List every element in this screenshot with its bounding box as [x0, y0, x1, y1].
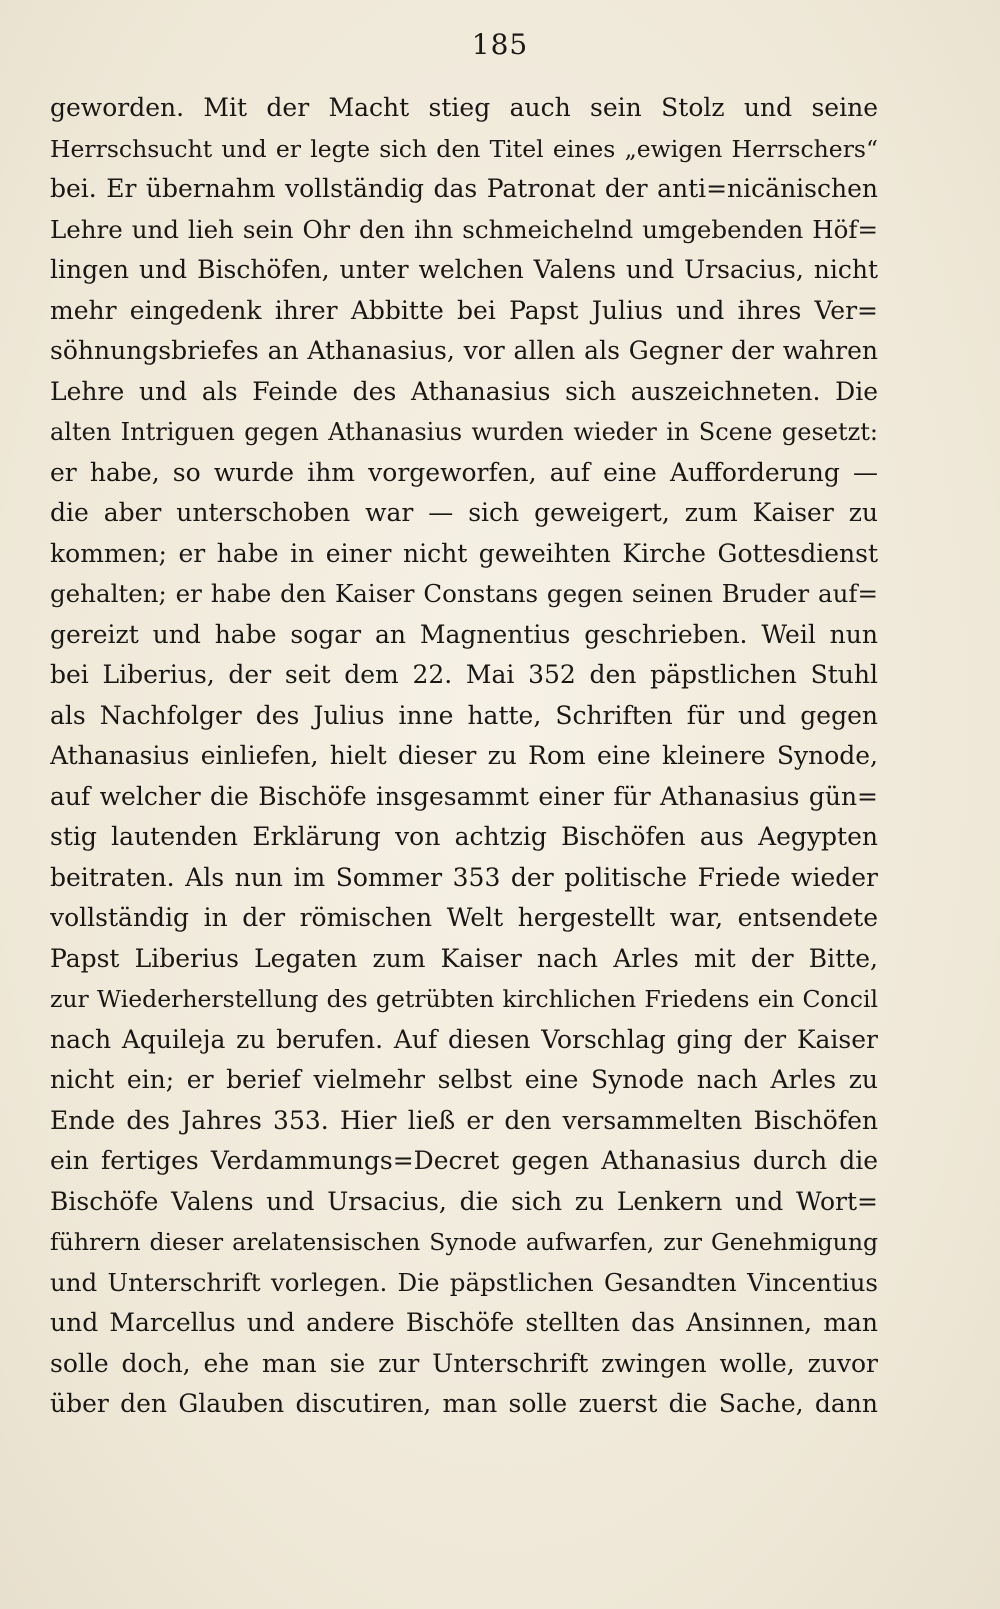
text-line: stig lautenden Erklärung von achtzig Bischöfen aus Aegypten [50, 822, 878, 851]
text-line: über den Glauben discutiren, man solle zuerst die Sache, dann [50, 1389, 878, 1418]
text-line: solle doch, ehe man sie zur Unterschrift zwingen wolle, zuvor [50, 1348, 878, 1378]
text-line: Lehre und lieh sein Ohr den ihn schmeichelnd umgebenden Höf= [50, 214, 878, 244]
text-line: und Marcellus und andere Bischöfe stellten das Ansinnen, man [50, 1308, 878, 1337]
text-line: er habe, so wurde ihm vorgeworfen, auf eine Aufforderung — [50, 457, 878, 487]
text-line: die aber unterschoben war — sich geweigert, zum Kaiser zu [50, 498, 878, 527]
text-line: zur Wiederherstellung des getrübten kirchlichen Friedens ein Concil [50, 985, 878, 1013]
text-line: geworden. Mit der Macht stieg auch sein Stolz und seine [50, 93, 878, 122]
text-line: gereizt und habe sogar an Magnentius geschrieben. Weil nun [50, 619, 878, 649]
text-line: und Unterschrift vorlegen. Die päpstlichen Gesandten Vincentius [50, 1267, 878, 1297]
text-line: mehr eingedenk ihrer Abbitte bei Papst Julius und ihres Ver= [50, 295, 878, 325]
text-line: gehalten; er habe den Kaiser Constans gegen seinen Bruder auf= [50, 579, 878, 608]
text-line: vollständig in der römischen Welt hergestellt war, entsendete [50, 903, 878, 932]
text-line: Ende des Jahres 353. Hier ließ er den versammelten Bischöfen [50, 1105, 878, 1135]
text-line: Papst Liberius Legaten zum Kaiser nach Arles mit der Bitte, [50, 943, 878, 973]
text-line: beitraten. Als nun im Sommer 353 der politische Friede wieder [50, 862, 878, 892]
text-line: söhnungsbriefes an Athanasius, vor allen als Gegner der wahren [50, 336, 878, 365]
body-text [50, 88, 878, 1425]
text-line: führern dieser arelatensischen Synode aufwarfen, zur Genehmigung [50, 1228, 878, 1256]
page-number: 185 [471, 28, 529, 61]
text-line: Herrschsucht und er legte sich den Titel eines „ewigen Herrschers“ [50, 134, 878, 163]
text-line: nach Aquileja zu berufen. Auf diesen Vorschlag ging der Kaiser [50, 1024, 878, 1054]
text-line: als Nachfolger des Julius inne hatte, Schriften für und gegen [50, 700, 878, 730]
text-line: bei Liberius, der seit dem 22. Mai 352 den päpstlichen Stuhl [50, 660, 878, 689]
text-line: auf welcher die Bischöfe insgesammt einer für Athanasius gün= [50, 781, 878, 811]
text-line: nicht ein; er berief vielmehr selbst eine Synode nach Arles zu [50, 1065, 878, 1094]
text-line: Athanasius einliefen, hielt dieser zu Rom eine kleinere Synode, [50, 741, 878, 770]
text-line: kommen; er habe in einer nicht geweihten Kirche Gottesdienst [50, 538, 878, 568]
text-line: lingen und Bischöfen, unter welchen Valens und Ursacius, nicht [50, 255, 878, 284]
text-line: bei. Er übernahm vollständig das Patronat der anti=nicänischen [50, 174, 878, 203]
text-line: Bischöfe Valens und Ursacius, die sich zu Lenkern und Wort= [50, 1186, 878, 1216]
text-line: Lehre und als Feinde des Athanasius sich auszeichneten. Die [50, 376, 878, 406]
text-line: alten Intriguen gegen Athanasius wurden wieder in Scene gesetzt: [50, 418, 878, 446]
text-line: ein fertiges Verdammungs=Decret gegen Athanasius durch die [50, 1146, 878, 1175]
